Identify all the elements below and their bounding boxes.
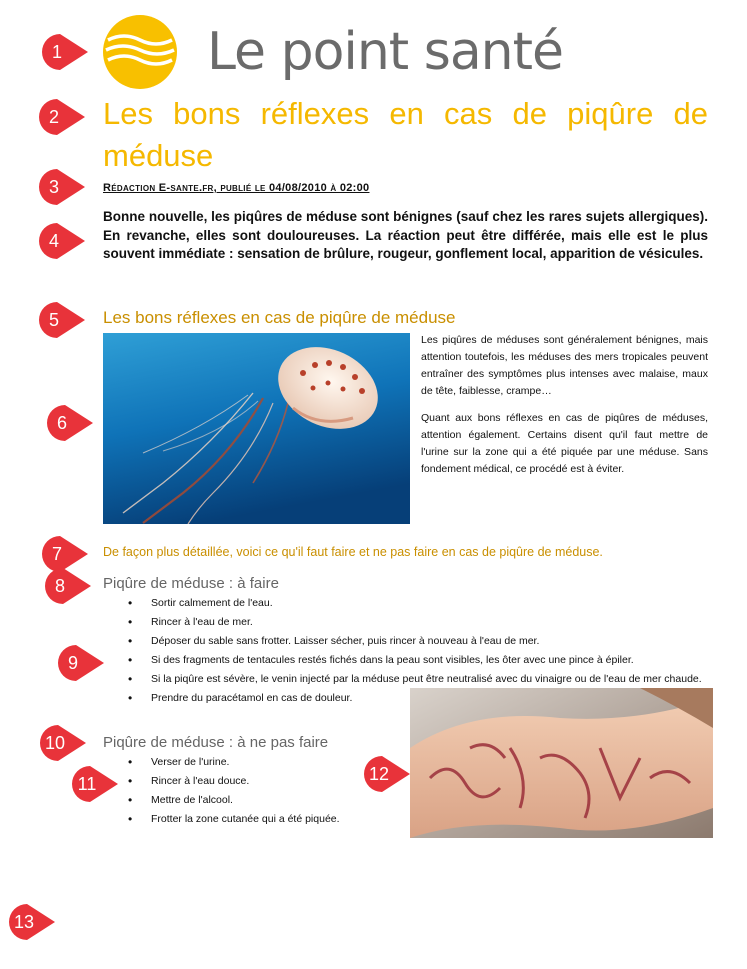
sting-photo [410, 688, 713, 838]
list-item: • Mettre de l'alcool. [103, 791, 403, 810]
list-item: • Sortir calmement de l'eau. [103, 594, 713, 613]
callout-marker: 1 [40, 32, 80, 72]
list-item: • Si des fragments de tentacules restés fichés dans la peau sont visibles, les ôter avec une pince à épiler. [103, 651, 713, 670]
callout-marker: 12 [362, 754, 402, 794]
callout-marker: 7 [40, 534, 80, 574]
callout-marker: 9 [56, 643, 96, 683]
callout-marker: 10 [38, 723, 78, 763]
side-text [421, 332, 708, 488]
list-item: • Déposer du sable sans frotter. Laisser sécher, puis rincer à nouveau à l'eau de mer. [103, 632, 713, 651]
section-heading: Les bons réflexes en cas de piqûre de méduse [103, 308, 456, 327]
dont-list [103, 753, 403, 829]
byline: Rédaction E-sante.fr, publié le 04/08/2010 à 02:00 [103, 182, 370, 194]
callout-marker: 3 [37, 167, 77, 207]
brand-name: Le point santé [207, 22, 564, 82]
callout-marker: 6 [45, 403, 85, 443]
jellyfish-image [103, 333, 410, 524]
side-paragraph: Quant aux bons réflexes en cas de piqûres de méduses, attention également. Certains disent qu'il faut mettre de l'urine sur la zone qui a été piquée par une méduse. Sans fondement médical, ce procédé est à éviter. [421, 412, 708, 475]
list-item: • Rincer à l'eau de mer. [103, 613, 713, 632]
list-item: • Verser de l'urine. [103, 753, 403, 772]
list-item: • Frotter la zone cutanée qui a été piquée. [103, 810, 403, 829]
dont-heading: Piqûre de méduse : à ne pas faire [103, 734, 329, 751]
callout-marker: 4 [37, 221, 77, 261]
lead-paragraph: Bonne nouvelle, les piqûres de méduse sont bénignes (sauf chez les rares sujets allergiques). En revanche, elles sont douloureuses. La réaction peut être différée, mais elle est le plus souvent immédiate : sensation de brûlure, rougeur, gonflement local, apparition de vésicules. [103, 209, 708, 261]
page-title: Les bons réflexes en cas de piqûre de méduse [103, 96, 708, 173]
callout-marker: 13 [7, 902, 47, 942]
list-item: • Prendre du paracétamol en cas de douleur. [103, 689, 713, 708]
callout-marker: 11 [70, 764, 110, 804]
list-item: • Rincer à l'eau douce. [103, 772, 403, 791]
logo-sun-icon [102, 14, 178, 90]
logo [102, 14, 178, 90]
side-paragraph: Les piqûres de méduses sont généralement bénignes, mais attention toutefois, les méduses des mers tropicales peuvent entraîner des symptômes plus intenses avec malaise, maux de tête, faiblesse, crampe… [421, 334, 708, 397]
callout-marker: 8 [43, 566, 83, 606]
callout-marker: 2 [37, 97, 77, 137]
callout-marker: 5 [37, 300, 77, 340]
list-item: • Si la piqûre est sévère, le venin injecté par la méduse peut être neutralisé avec du vinaigre ou de l'eau de mer chaude. [103, 670, 713, 689]
detail-line: De façon plus détaillée, voici ce qu'il faut faire et ne pas faire en cas de piqûre de méduse. [103, 545, 603, 559]
do-heading: Piqûre de méduse : à faire [103, 575, 279, 592]
